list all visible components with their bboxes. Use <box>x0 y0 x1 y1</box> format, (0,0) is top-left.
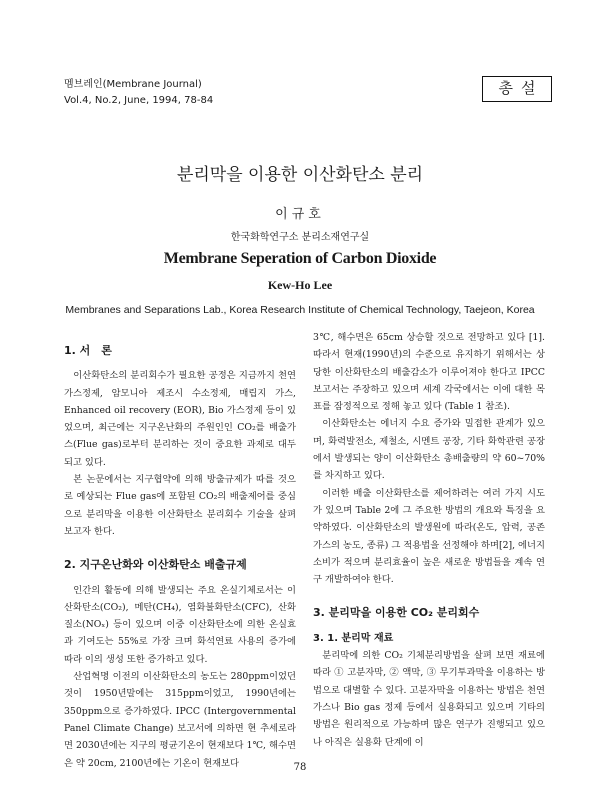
paragraph: 인간의 활동에 의해 발생되는 주요 온실기체로서는 이산화탄소(CO₂), 메탄(CH₄), 염화불화탄소(CFC), 산화질소(NOₓ) 등이 있으며 이중 이산화탄소에 의한 온실효과 기여도는 55%로 가장 크며 화석연료 사용의 증가에 따라 이의 생성 또한 증가하고 있다. <box>64 584 296 665</box>
affiliation-korean: 한국화학연구소 분리소재연구실 <box>230 232 370 243</box>
article-title-english: Membrane Seperation of Carbon Dioxide <box>163 250 437 267</box>
journal-header <box>64 77 213 109</box>
author-name-english: Kew-Ho Lee <box>267 278 333 292</box>
section-2-heading: 2. 지구온난화와 이산화탄소 배출규제 <box>64 558 247 572</box>
paragraph: 산업혁명 이전의 이산화탄소의 농도는 280ppm이었던 것이 1950년말에는 315ppm이었고, 1990년에는 350ppm으로 증가하였다. IPCC (Intergovernmental Panel Climate Change) 보고서에 의하면 현 추세로라면 2030년에는 지구의 평균기온이 현재보다 1℃, 해수면은 약 20cm, 2100년에는 기온이 현재보다 <box>64 671 296 769</box>
affiliation-english: Membranes and Separations Lab., Korea Research Institute of Chemical Technology, Taejeon, Korea <box>65 304 535 316</box>
paragraph: 본 논문에서는 지구협약에 의해 방출규제가 따를 것으로 예상되는 Flue gas에 포함된 CO₂의 배출제어를 중심으로 분리막을 이용한 이산화탄소 분리회수 기술을 살펴 보고자 한다. <box>64 474 296 537</box>
right-column <box>313 329 545 751</box>
page-number: 78 <box>293 762 307 773</box>
author-name-korean: 이규호 <box>275 207 325 222</box>
paragraph: 3℃, 해수면은 65cm 상승할 것으로 전망하고 있다 [1]. 따라서 현재(1990년)의 수준으로 유지하기 위해서는 상당한 이산화탄소의 배출감소가 이루어져야 한다고 IPCC 보고서는 주장하고 있으며 세계 각국에서는 이에 대한 목표를 잠정적으로 정해 놓고 있다 (Table 1 참조). <box>313 332 545 413</box>
paragraph: 이산화탄소는 에너지 수요 증가와 밀접한 관계가 있으며, 화력발전소, 제철소, 시멘트 공장, 기타 화학관련 공장에서 발생되는 양이 이산화탄소 총배출량의 약 60~70%를 차지하고 있다. <box>313 418 545 482</box>
section-1-heading: 1. 서 론 <box>64 344 112 357</box>
section-3-1-heading: 3. 1. 분리막 재료 <box>313 632 394 644</box>
article-title-korean: 분리막을 이용한 이산화탄소 분리 <box>176 165 424 185</box>
journal-name: 멤브레인(Membrane Journal) <box>64 79 202 90</box>
paragraph: 분리막에 의한 CO₂ 기체분리방법을 살펴 보면 재료에 따라 ① 고분자막, ② 액막, ③ 무기투과막을 이용하는 방법으로 대별할 수 있다. 고분자막을 이용하는 방법은 천연가스나 Bio gas 정제 등에서 실용화되고 있으며 기타의 방법은 원리적으로 가능하며 많은 연구가 진행되고 있으나 아직은 실용화 단계에 이 <box>313 650 545 748</box>
left-column <box>64 342 296 772</box>
paragraph: 이러한 배출 이산화탄소를 제어하려는 여러 가지 시도가 있으며 Table 2에 그 주요한 방법의 개요와 특징을 요약하였다. 이산화탄소의 발생원에 따라(온도, 압력, 공존가스의 농도, 종류) 그 적용법을 선정해야 하며[2], 에너지 소비가 적으며 분리효율이 높은 새로운 방법들을 계속 연구 개발하여야 한다. <box>313 487 545 586</box>
paragraph: 이산화탄소의 분리회수가 필요한 공정은 지금까지 천연가스정제, 암모니아 제조시 수소정제, 매립지 가스, Enhanced oil recovery (EOR), Bio 가스정제 등이 있었으며, 최근에는 지구온난화의 주원인인 CO₂를 배출가스(Flue gas)로부터 분리하는 것이 중요한 과제로 대두되고 있다. <box>64 370 296 468</box>
section-3-heading: 3. 분리막을 이용한 CO₂ 분리회수 <box>313 606 480 620</box>
category-badge: 총설 <box>482 76 552 102</box>
journal-issue: Vol.4, No.2, June, 1994, 78-84 <box>64 95 214 106</box>
